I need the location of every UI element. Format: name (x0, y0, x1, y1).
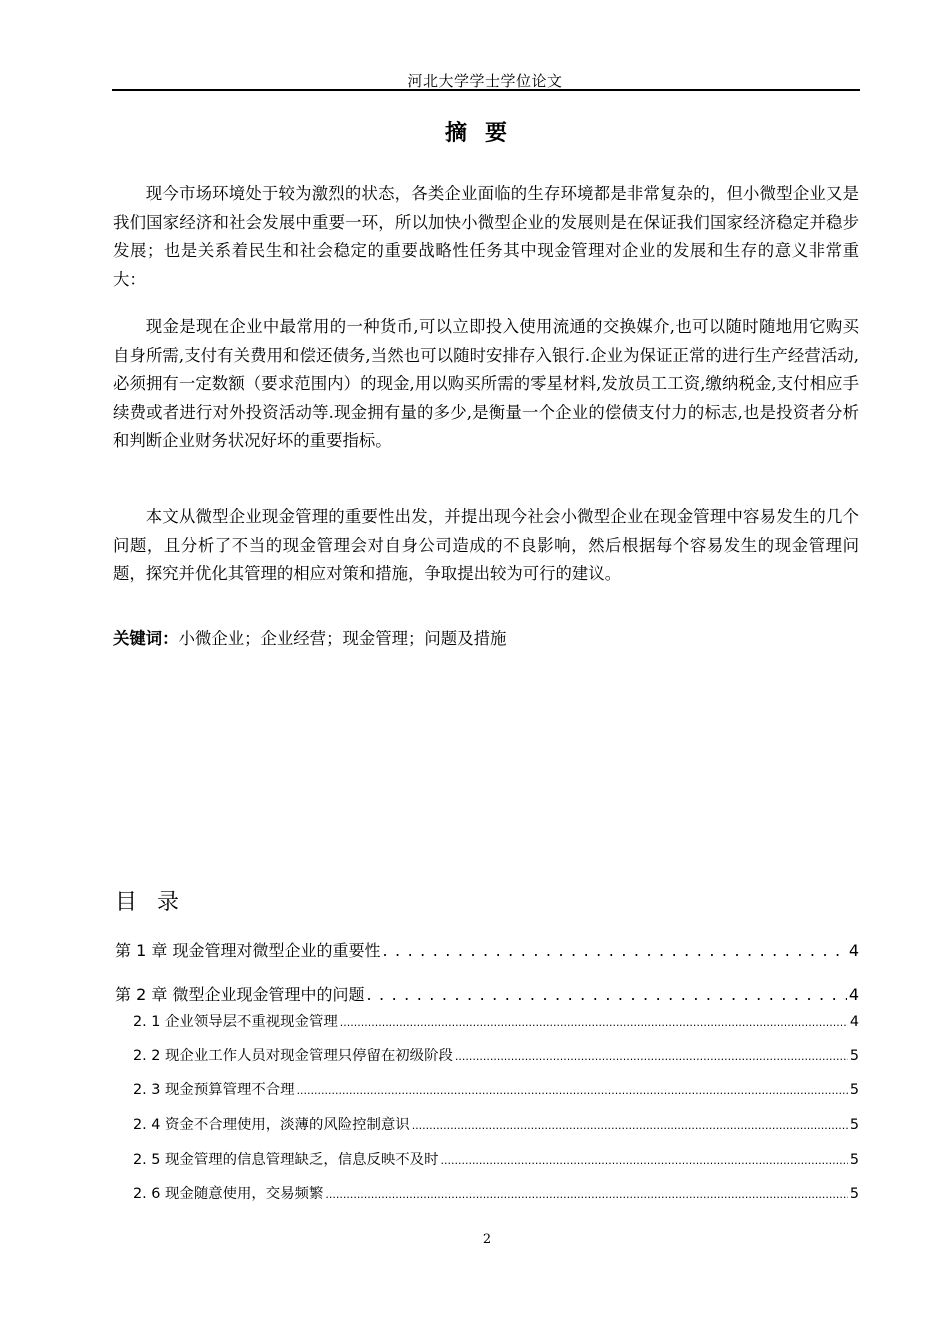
abstract-paragraph (113, 313, 859, 456)
toc-entry-section-2-6[interactable] (115, 1182, 859, 1203)
running-header: 河北大学学士学位论文 (407, 72, 563, 90)
toc-entry-label: 第 1 章 现金管理对微型企业的重要性 (115, 941, 381, 960)
toc-leader (455, 1050, 848, 1063)
abstract-paragraph-1-text: 现今市场环境处于较为激烈的状态，各类企业面临的生存环境都是非常复杂的，但小微型企业又是我们国家经济和社会发展中重要一环，所以加快小微型企业的发展则是在保证我们国家经济稳定并稳步发展；也是关系着民生和社会稳定的重要战略性任务其中现金管理对企业的发展和生存的意义非常重大： (113, 184, 859, 289)
toc-leader (297, 1084, 848, 1097)
keywords-label: 关键词： (113, 629, 179, 648)
toc-leader (366, 985, 846, 1004)
toc-entry-page: 5 (849, 1082, 859, 1098)
toc-entry-label: 2. 3 现金预算管理不合理 (133, 1082, 295, 1098)
page-number: 2 (482, 1232, 492, 1247)
abstract-heading: 摘要 (444, 121, 525, 146)
toc-entry-section-2-1[interactable] (115, 1010, 859, 1031)
toc-entry-page: 5 (849, 1186, 859, 1202)
toc-entry-section-2-4[interactable] (115, 1113, 859, 1134)
toc-entry-section-2-2[interactable] (115, 1044, 859, 1065)
toc-leader (412, 1119, 848, 1132)
toc-leader (440, 1154, 847, 1167)
toc-entry-label: 2. 2 现企业工作人员对现金管理只停留在初级阶段 (133, 1048, 453, 1064)
keywords-line (113, 625, 506, 653)
toc-entry-page: 4 (849, 1014, 859, 1030)
toc-entry-page: 4 (848, 985, 859, 1004)
abstract-paragraph-3-text: 本文从微型企业现金管理的重要性出发，并提出现今社会小微型企业在现金管理中容易发生的几个问题，且分析了不当的现金管理会对自身公司造成的不良影响，然后根据每个容易发生的现金管理问题，探究并优化其管理的相应对策和措施，争取提出较为可行的建议。 (113, 507, 859, 584)
toc-entry-label: 第 2 章 微型企业现金管理中的问题 (115, 985, 365, 1004)
toc-entry-section-2-5[interactable] (115, 1148, 859, 1169)
toc-entry-page: 5 (849, 1117, 859, 1133)
toc-entry-section-2-3[interactable] (115, 1078, 859, 1099)
toc-entry-label: 2. 1 企业领导层不重视现金管理 (133, 1014, 338, 1030)
abstract-paragraph (113, 180, 859, 294)
toc-entry-label: 2. 6 现金随意使用，交易频繁 (133, 1186, 324, 1202)
toc-entry-page: 5 (849, 1152, 859, 1168)
toc-entry-chapter-2[interactable] (115, 982, 859, 1005)
toc-entry-page: 4 (848, 941, 859, 960)
abstract-paragraph-2-text: 现金是现在企业中最常用的一种货币,可以立即投入使用流通的交换媒介,也可以随时随地用它购买自身所需,支付有关费用和偿还债务,当然也可以随时安排存入银行.企业为保证正常的进行生产经营活动,必须拥有一定数额（要求范围内）的现金,用以购买所需的零星材料,发放员工工资,缴纳税金,支付相应手续费或者进行对外投资活动等.现金拥有量的多少,是衡量一个企业的偿债支付力的标志,也是投资者分析和判断企业财务状况好坏的重要指标。 (113, 317, 859, 451)
abstract-paragraph (113, 503, 859, 589)
toc-entry-chapter-1[interactable] (115, 938, 859, 961)
toc-leader (340, 1016, 848, 1029)
toc-heading: 目录 (115, 890, 200, 915)
toc-leader (382, 941, 846, 960)
toc-leader (325, 1188, 848, 1201)
keywords-value: 小微企业；企业经营；现金管理；问题及措施 (178, 629, 507, 648)
toc-entry-page: 5 (849, 1048, 859, 1064)
toc-entry-label: 2. 5 现金管理的信息管理缺乏，信息反映不及时 (133, 1152, 439, 1168)
header-rule (112, 89, 860, 91)
toc-entry-label: 2. 4 资金不合理使用，淡薄的风险控制意识 (133, 1117, 410, 1133)
